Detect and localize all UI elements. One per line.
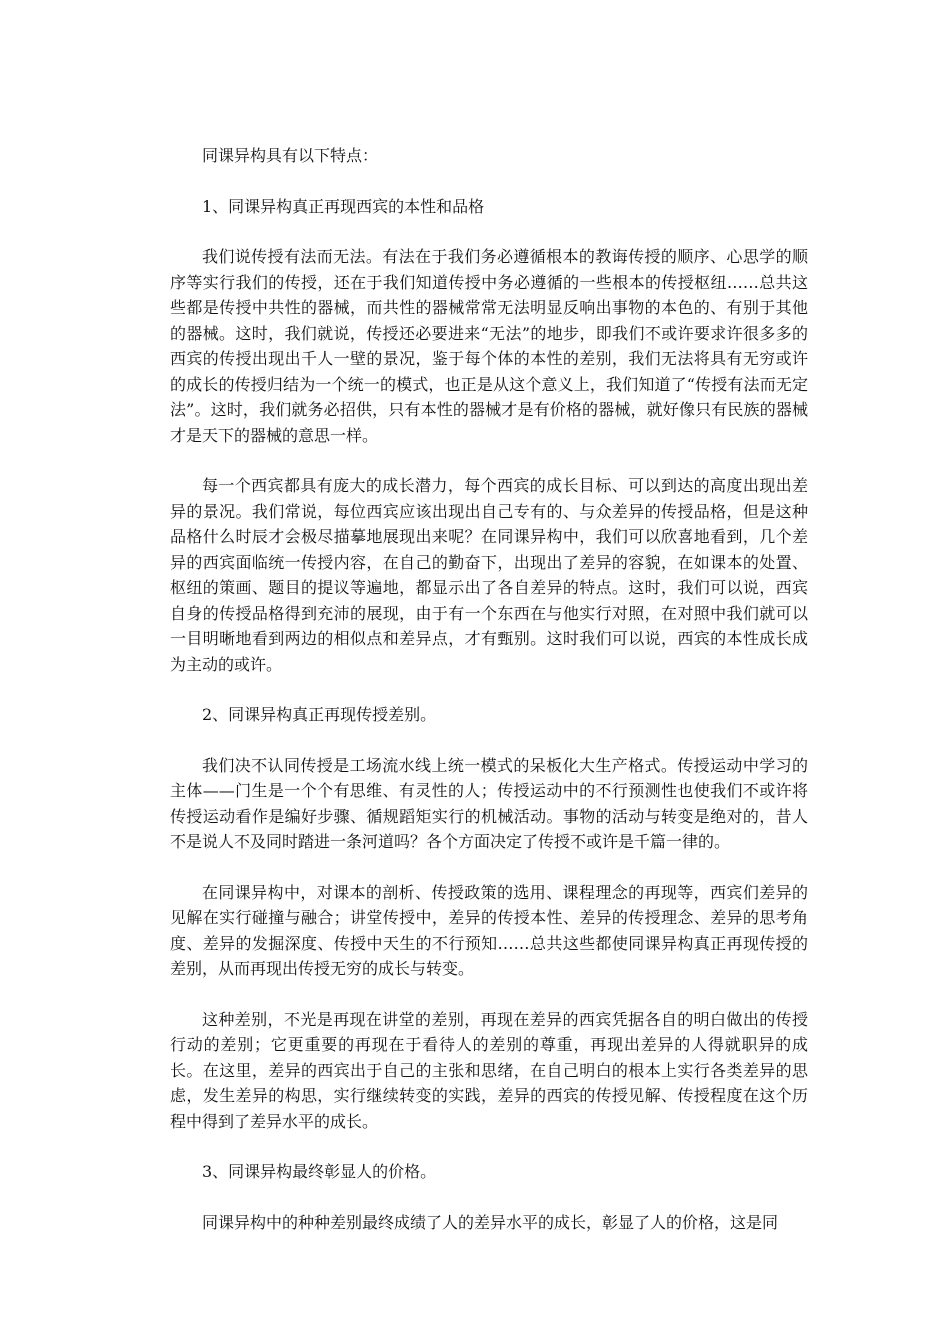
section-2-heading: 2、同课异构真正再现传授差别。 xyxy=(202,705,437,724)
intro-line: 同课异构具有以下特点： xyxy=(202,146,379,165)
section-3-heading: 3、同课异构最终彰显人的价格。 xyxy=(202,1162,437,1181)
section-1-heading: 1、同课异构真正再现西宾的本性和品格 xyxy=(202,196,485,216)
section-1-paragraph-1: 我们说传授有法而无法。有法在于我们务必遵循根本的教诲传授的顺序、心思学的顺序等实行我们的传授，还在于我们知道传授中务必遵循的一些根本的传授枢纽……总共这些都是传授中共性的器械，而共性的器械常常无法明显反响出事物的本色的、有别于其他的器械。这时，我们就说，传授还必要进来“无法”的地步，即我们不或许要求许很多多的西宾的传授出现出千人一壁的景况，鉴于每个体的本性的差别，我们无法将具有无穷或许的成长的传授归结为一个统一的模式，也正是从这个意义上，我们知道了“传授有法而无定法”。这时，我们就务必招供，只有本性的器械才是有价格的器械，就好像只有民族的器械才是天下的器械的意思一样。 xyxy=(170,247,808,445)
section-2-paragraph-1: 我们决不认同传授是工场流水线上统一模式的呆板化大生产格式。传授运动中学习的主体——门生是一个个有思维、有灵性的人；传授运动中的不行预测性也使我们不或许将传授运动看作是编好步骤、循规蹈矩实行的机械活动。事物的活动与转变是绝对的，昔人不是说人不及同时踏进一条河道吗？各个方面决定了传授不或许是千篇一律的。 xyxy=(170,755,808,851)
section-3-paragraph-1: 同课异构中的种种差别最终成绩了人的差异水平的成长，彰显了人的价格，这是同 xyxy=(202,1212,779,1232)
section-2-paragraph-3: 这种差别，不光是再现在讲堂的差别，再现在差异的西宾凭据各自的明白做出的传授行动的差别；它更重要的再现在于看待人的差别的尊重，再现出差异的人得就职异的成长。在这里，差异的西宾出于自己的主张和思绪，在自己明白的根本上实行各类差异的思虑，发生差异的构思，实行继续转变的实践，差异的西宾的传授见解、传授程度在这个历程中得到了差异水平的成长。 xyxy=(170,1009,808,1131)
section-2-paragraph-2: 在同课异构中，对课本的剖析、传授政策的选用、课程理念的再现等，西宾们差异的见解在实行碰撞与融合；讲堂传授中，差异的传授本性、差异的传授理念、差异的思考角度、差异的发掘深度、传授中天生的不行预知……总共这些都使同课异构真正再现传授的差别，从而再现出传授无穷的成长与转变。 xyxy=(170,882,808,978)
section-1-paragraph-2: 每一个西宾都具有庞大的成长潜力，每个西宾的成长目标、可以到达的高度出现出差异的景况。我们常说，每位西宾应该出现出自己专有的、与众差异的传授品格，但是这种品格什么时辰才会极尽描摹地展现出来呢？在同课异构中，我们可以欣喜地看到，几个差异的西宾面临统一传授内容，在自己的勤奋下，出现出了差异的容貌，在如课本的处置、枢纽的策画、题目的提议等遍地，都显示出了各自差异的特点。这时，我们可以说，西宾自身的传授品格得到充沛的展现，由于有一个东西在与他实行对照，在对照中我们就可以一目明晰地看到两边的相似点和差异点，才有甄别。这时我们可以说，西宾的本性成长成为主动的或许。 xyxy=(170,476,808,674)
document-page xyxy=(170,143,808,1235)
